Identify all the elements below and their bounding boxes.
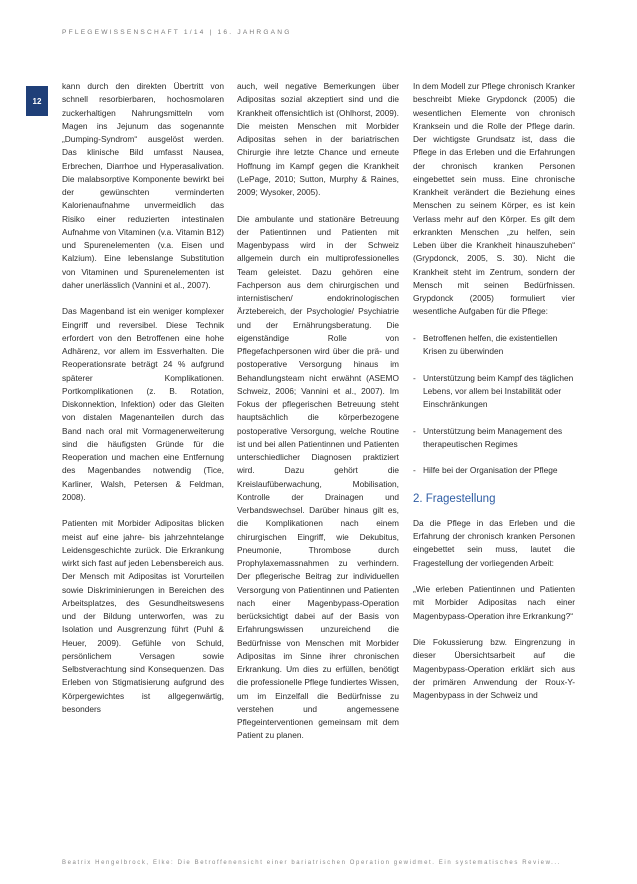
page-number: 12 [32, 96, 42, 106]
running-footer: Beatrix Hengelbrock, Elke: Die Betroffenensicht einer bariatrischen Operation gewidmet. Ein systematisches Review... [62, 860, 561, 866]
paragraph: kann durch den direkten Übertritt von schnell resorbierbaren, hochosmolaren zuckerhaltigen Nahrungsmitteln vom Magen ins Jejunum das sogenannte „Dumping-Syndrom“ ausgelöst werden. Das klinische Bild umfasst Nausea, Erbrechen, Diarrhoe und Hyperasalivation. Die malabsorptive Komponente bewirkt bei der gewünschten verminderten Kalorienaufnahme unvermeidlich das Risiko einer reduzierten intestinalen Aufnahme von Vitaminen (v.a. Vitamin B12) und Spurenelementen (v.a. Eisen und Kalzium). Eine lebenslange Substitution von Vitaminen und Spurenelementen ist daher unerlässlich (Vannini et al., 2007). [62, 81, 224, 290]
paragraph: auch, weil negative Bemerkungen über Adipositas sozial akzeptiert sind und die Krankheit offensichtlich ist (Ohlhorst, 2009). Die meisten Menschen mit Morbider Adipositas sehen in der bariatrischen Chirurgie ihre letzte Chance und erneute Hoffnung im Kampf gegen die Krankheit (LePage, 2010; Sutton, Murphy & Raines, 2009; Wysoker, 2005). [237, 81, 399, 197]
list-item: - Unterstützung beim Kampf des täglichen Lebens, vor allem bei Instabilität oder Einschränkungen [413, 372, 575, 412]
paragraph: Das Magenband ist ein weniger komplexer Eingriff und reversibel. Diese Technik erfordert von den Betroffenen eine hohe Adhärenz, vor allem im Essverhalten. Die Reoperationsrate beträgt 24 % aufgrund späterer Komplikationen. Portkomplikationen (z. B. Rotation, Diskonnektion, Infektion) oder das Gleiten von distalen Magenanteilen durch das Band nach oral mit Vormagenerweiterung sind die häufigsten Gründe für die Reoperation und machen eine Entfernung des Magenbandes notwendig (Tice, Karliner, Walsh, Petersen & Feldman, 2008). [62, 306, 224, 502]
list-item: - Unterstützung beim Management des therapeutischen Regimes [413, 425, 575, 452]
paragraph: Die Fokussierung bzw. Eingrenzung in dieser Übersichtsarbeit auf die Magenbypass-Operation erklärt sich aus der primären Anwendung der Roux-Y-Magenbypass in der Schweiz und [413, 637, 575, 700]
research-question: „Wie erleben Patientinnen und Patienten mit Morbider Adipositas nach einer Magenbypass-Operation ihre Erkrankung?“ [413, 584, 575, 621]
text-column-1 [62, 80, 224, 716]
text-column-2 [237, 80, 399, 743]
list-item: - Betroffenen helfen, die existentiellen Krisen zu überwinden [413, 332, 575, 359]
paragraph: Patienten mit Morbider Adipositas blicken meist auf eine jahre- bis jahrzehntelange Leidensgeschichte zurück. Die Erkrankung wirkt sich fast auf jeden Lebensbereich aus. Der Mensch mit Adipositas ist Vorurteilen sowie Diskriminierungen in Bereichen des Arbeitsplatzes, des Gesundheitswesens und der Bildung unterworfen, was zu Isolation und Ausgrenzung führt (Puhl & Heuer, 2009). Gefühle von Schuld, persönlichem Versagen sowie Selbstverachtung sind Konsequenzen. Das Erleben von Stigmatisierung aufgrund des Körpergewichtes ist allgegenwärtig, besonders [62, 518, 224, 714]
paragraph: In dem Modell zur Pflege chronisch Kranker beschreibt Mieke Grypdonck (2005) die wesentlichen Elemente von chronisch Kranksein und die Rolle der Pflege darin. Der wichtigste Grundsatz ist, dass die Pflege in das Erleben und die Erfahrungen der chronisch kranken Personen eingebettet sein muss. Eine chronische Krankheit verändert die Beziehung eines Menschen zu seinem Körper, es ist kein Verlass mehr auf den Körper. Es gilt dem erkrankten Menschen „zu helfen, sein Leben über die Krankheit hinauszuheben“ (Grypdonck, 2005, S. 30). Nicht die Krankheit steht im Zentrum, sondern der Mensch mit seinen Bedürfnissen. Grypdonck (2005) formuliert vier wesentliche Aufgaben für die Pflege: [413, 81, 575, 317]
page-number-tab [26, 86, 48, 116]
running-header: PFLEGEWISSENSCHAFT 1/14 | 16. JAHRGANG [62, 29, 292, 36]
paragraph: Die ambulante und stationäre Betreuung der Patientinnen und Patienten mit Magenbypass wird in der Schweiz allgemein durch ein multiprofessionelles Team geleistet. Dazu gehören eine Fachperson aus dem chirurgischen und internistischen/ endokrinologischen Ärztebereich, der Psychologie/ Psychiatrie und der Ernährungsberatung. Die eigenständige Rolle von Pflegefachpersonen wird über die prä- und postoperative Versorgung hinaus im Behandlungsteam nicht erwähnt (ASEMO Schweiz, 2006; Vannini et al., 2007). Im Fokus der pflegerischen Betreuung steht hauptsächlich die körperbezogene postoperative Versorgung, welche Routine ist und bei allen Patientinnen und Patienten unterschiedlicher Diagnosen praktiziert wird. Dazu gehört die Kreislaufüberwachung, Mobilisation, Kontrolle der Drainagen und Verbandswechsel. Darüber hinaus gilt es, die Komplikationen nach einem chirurgischen Eingriff, wie Dekubitus, Pneumonie, Thrombose durch Prophylaxemassnahmen zu verhindern. Der pflegerische Beitrag zur individuellen Versorgung von Patientinnen und Patienten nach einer Magenbypass-Operation berücksichtigt dabei auf der Basis von Erfahrungswissen unzureichend die Bedürfnisse von Menschen mit Morbider Adipositas im Sinne ihrer chronischen Erkrankung. Um dies zu erfüllen, benötigt die professionelle Pflege fundiertes Wissen, um im Einzelfall die Bedürfnisse zu verstehen und angemessene Pflegeinterventionen gemeinsam mit dem Patient zu planen. [237, 213, 399, 741]
list-item: - Hilfe bei der Organisation der Pflege [413, 464, 575, 477]
text-column-3 [413, 80, 575, 702]
paragraph: Da die Pflege in das Erleben und die Erfahrung der chronisch kranken Personen eingebettet sein muss, lautet die Fragestellung der vorliegenden Arbeit: [413, 517, 575, 568]
section-heading: 2. Fragestellung [413, 492, 496, 505]
care-tasks-list [413, 332, 575, 478]
